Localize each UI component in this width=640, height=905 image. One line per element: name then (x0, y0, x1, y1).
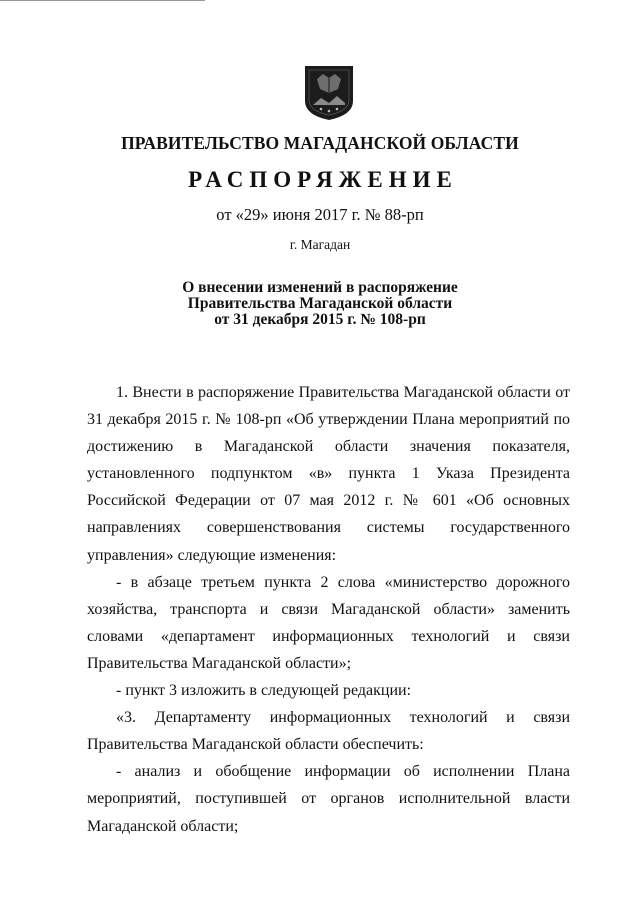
body-paragraph-2: - в абзаце третьем пункта 2 слова «министерство дорожного хозяйства, транспорта и связи Магаданской области» заменить словами «департамент информационных технологий и связи Правительства Магаданской области»; (87, 573, 570, 672)
document-type-title: РАСПОРЯЖЕНИЕ (188, 167, 458, 192)
body-paragraph-3: - пункт 3 изложить в следующей редакции: (116, 682, 412, 700)
coat-of-arms-icon (303, 65, 355, 121)
order-body (87, 379, 570, 840)
body-paragraph-5: - анализ и обобщение информации об исполнении Плана мероприятий, поступившей от органов исполнительной власти Магаданской области; (87, 763, 570, 835)
order-date-number: от «29» июня 2017 г. № 88-рп (216, 205, 424, 224)
body-paragraph-1: 1. Внести в распоряжение Правительства Магаданской области от 31 декабря 2015 г. № 108-рп «Об утверждении Плана мероприятий по достижению в Магаданской области значения показателя, установленного подпунктом «в» пункта 1 Указа Президента Российской Федерации от 07 мая 2012 г. № 601 «Об основных направлениях совершенствования системы государственного управления» следующие изменения: (87, 384, 570, 564)
coat-of-arms-graphic (303, 65, 355, 121)
scan-edge-line (0, 0, 205, 1)
subject-line: от 31 декабря 2015 г. № 108-рп (214, 311, 426, 328)
government-name: ПРАВИТЕЛЬСТВО МАГАДАНСКОЙ ОБЛАСТИ (121, 133, 519, 153)
issue-city: г. Магадан (289, 237, 351, 252)
subject-line: Правительства Магаданской области (187, 295, 453, 312)
subject-line: О внесении изменений в распоряжение (182, 279, 458, 296)
order-subject (0, 280, 640, 328)
body-paragraph-4: «3. Департаменту информационных технологий и связи Правительства Магаданской области обеспечить: (87, 709, 570, 754)
